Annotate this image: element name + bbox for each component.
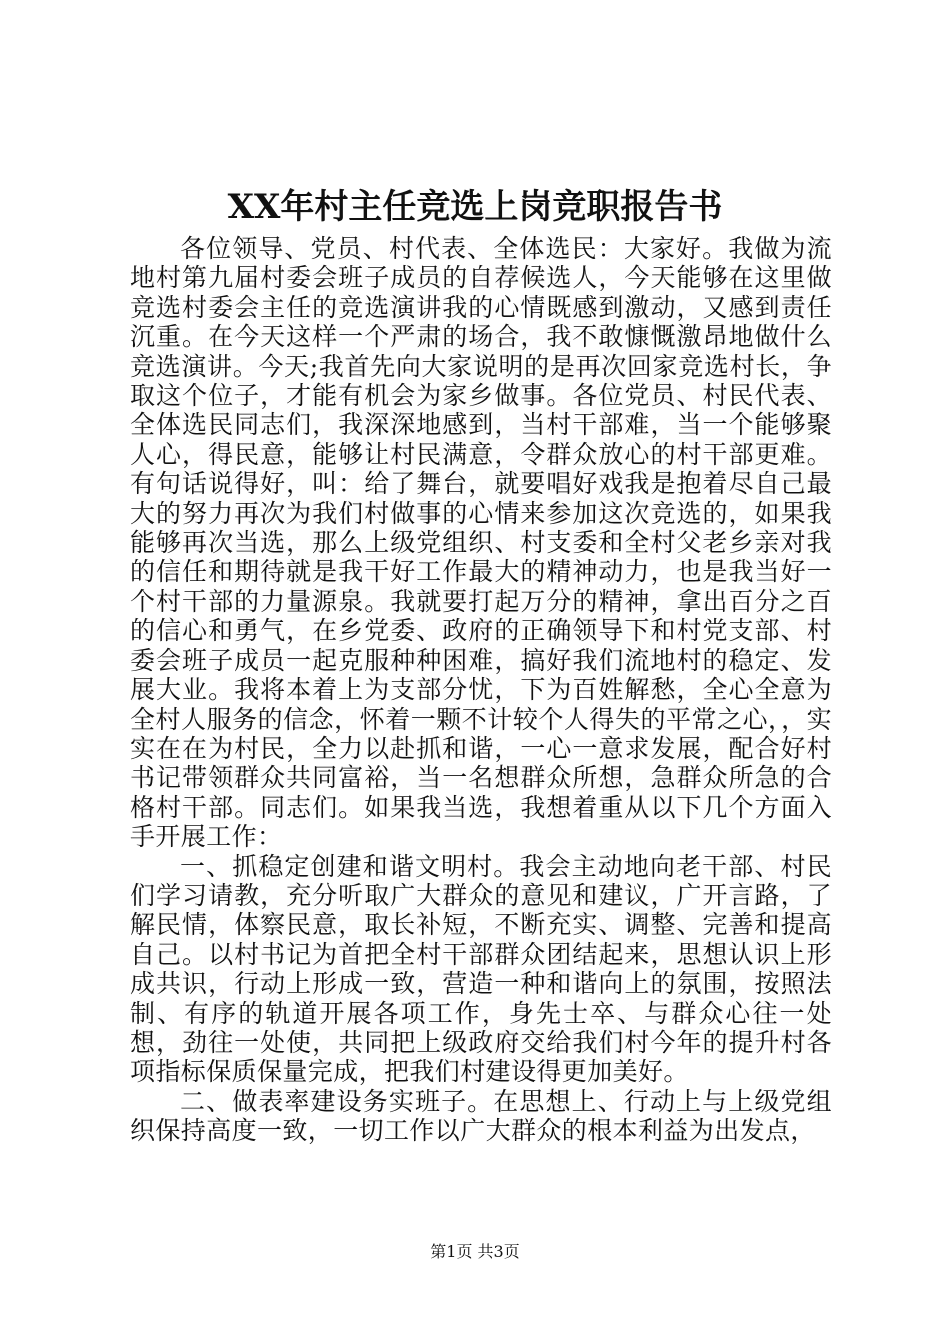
document-title: XX年村主任竞选上岗竞职报告书 [227,187,723,227]
paragraph-intro: 各位领导、党员、村代表、全体选民：大家好。我做为流地村第九届村委会班子成员的自荐候选人，今天能够在这里做竞选村委会主任的竞选演讲我的心情既感到激动，又感到责任沉重。在今天这样一个严肃的场合，我不敢慷慨激昂地做什么竞选演讲。今天;我首先向大家说明的是再次回家竞选村长，争取这个位子，才能有机会为家乡做事。各位党员、村民代表、全体选民同志们，我深深地感到，当村干部难，当一个能够聚人心，得民意，能够让村民满意，令群众放心的村干部更难。有句话说得好，叫：给了舞台，就要唱好戏我是抱着尽自己最大的努力再次为我们村做事的心情来参加这次竞选的，如果我能够再次当选，那么上级党组织、村支委和全村父老乡亲对我的信任和期待就是我干好工作最大的精神动力，也是我当好一个村干部的力量源泉。我就要打起万分的精神，拿出百分之百的信心和勇气，在乡党委、政府的正确领导下和村党支部、村委会班子成员一起克服种种困难，搞好我们流地村的稳定、发展大业。我将本着上为支部分忧，下为百姓解愁，全心全意为全村人服务的信念，怀着一颗不计较个人得失的平常之心，，实实在在为村民，全力以赴抓和谐，一心一意求发展，配合好村书记带领群众共同富裕，当一名想群众所想，急群众所急的合格村干部。同志们。如果我当选，我想着重从以下几个方面入手开展工作： [130,234,832,852]
page-number-footer: 第1页 共3页 [430,1242,520,1261]
paragraph-section-one: 一、抓稳定创建和谐文明村。我会主动地向老干部、村民们学习请教，充分听取广大群众的意见和建议，广开言路，了解民情，体察民意，取长补短，不断充实、调整、完善和提高自己。以村书记为首把全村干部群众团结起来，思想认识上形成共识，行动上形成一致，营造一种和谐向上的氛围，按照法制、有序的轨道开展各项工作，身先士卒、与群众心往一处想，劲往一处使，共同把上级政府交给我们村今年的提升村各项指标保质保量完成，把我们村建设得更加美好。 [130,851,832,1087]
document-body [130,234,832,1146]
paragraph-section-two: 二、做表率建设务实班子。在思想上、行动上与上级党组织保持高度一致，一切工作以广大群众的根本利益为出发点， [130,1086,832,1146]
